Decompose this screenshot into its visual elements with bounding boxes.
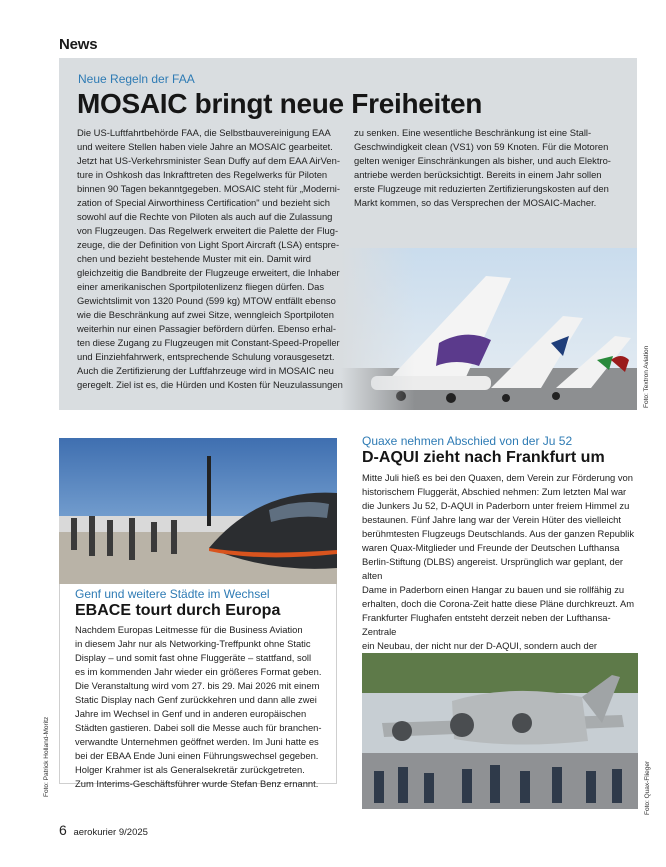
text-line: ten diese Zugang zu Flugzeugen mit Constant-Speed-Propeller — [77, 337, 340, 348]
article-column-1 — [77, 126, 343, 392]
business-jet-image — [59, 438, 337, 584]
text-line: wie die Beschränkung auf zwei Sitze, wenngleich Sportpiloten — [77, 309, 334, 320]
article-headline: EBACE tourt durch Europa — [75, 602, 281, 619]
text-line: Dame in Paderborn einen Hangar zu bauen und sie rollfähig zu — [362, 584, 625, 595]
text-line: Static Display nach Genf zurückkehren und dann alle zwei — [75, 694, 317, 705]
text-line: berühmtesten Flugzeugs Deutschlands. Aus der ganzen Republik — [362, 528, 635, 539]
text-line: Auch die Zertifizierung der Luftfahrzeuge wird in MOSAIC neu — [77, 365, 334, 376]
text-line: Jahre im Wechsel in Genf und in anderen europäischen — [75, 708, 307, 719]
text-line: in diesem Jahr nur als Networking-Treffpunkt ohne Static — [75, 638, 311, 649]
text-line: die Junkers Ju 52, D-AQUI in Paderborn unter freiem Himmel zu — [362, 500, 630, 511]
text-line: und weitere Stellen haben viele Jahre an MOSAIC gearbeitet. — [77, 141, 333, 152]
text-line: ture in Oshkosh das Inkrafttreten des Regelwerks für Piloten — [77, 169, 328, 180]
text-line: es im kommenden Jahr wieder ein größeres Format geben. — [75, 666, 322, 677]
article-kicker: Quaxe nehmen Abschied von der Ju 52 — [362, 434, 573, 448]
magazine-name: aerokurier — [73, 827, 117, 838]
text-line: Jetzt hat US-Verkehrsminister Sean Duffy auf dem EAA AirVen- — [77, 155, 340, 166]
text-line: sowohl auf die Rechte von Piloten als auch auf die Zulassung — [77, 211, 333, 222]
text-line: waren Quax-Mitglieder und Freunde der Deutschen Lufthansa — [362, 542, 620, 553]
text-line: einer amerikanischen Sportpilotenlizenz fliegen dürfen. Das — [77, 281, 325, 292]
aircraft-tails-image — [341, 248, 637, 410]
text-line: Frankfurter Flughafen entsteht derzeit neben der Lufthansa-Zentrale — [362, 612, 611, 637]
text-line: gleichzeitig die Bandbreite der Flugzeuge erweitert, die Inhaber — [77, 267, 340, 278]
page-number: 6 — [59, 822, 67, 838]
text-line: Die Veranstaltung wird vom 27. bis 29. Mai 2026 mit einem — [75, 680, 320, 691]
text-line: historischem Fluggerät, Abschied nehmen: Zum letzten Mal war — [362, 486, 627, 497]
text-line: binnen 90 Tagen bekanntgegeben. MOSAIC steht für „Moderni- — [77, 183, 341, 194]
text-line: Gewichtslimit von 1320 Pound (599 kg) MTOW entfällt ebenso — [77, 295, 336, 306]
text-line: zeuge, die der Definition von Light Sport Aircraft (LSA) entspre- — [77, 239, 340, 250]
text-line: geregelt. Ziel ist es, die Hürden und Kosten für Neuzulassungen — [77, 379, 343, 390]
ju52-photo — [362, 653, 638, 809]
text-line: Berlin-Stiftung (DLBS) angereist. Ursprünglich war geplant, der alten — [362, 556, 624, 581]
article-body — [362, 471, 636, 681]
text-line: zu senken. Eine wesentliche Beschränkung ist eine Stall- — [354, 127, 592, 138]
text-line: gelten weniger Einschränkungen als bisher, und auch Elektro- — [354, 155, 611, 166]
article-kicker: Genf und weitere Städte im Wechsel — [75, 587, 270, 601]
photo-credit: Foto: Textron Aviation — [643, 345, 650, 408]
text-line: und Einziehfahrwerk, entsprechende Schulung vorausgesetzt. — [77, 351, 335, 362]
text-line: Geschwindigkeit clean (VS1) von 59 Knoten. Für die Motoren — [354, 141, 609, 152]
text-line: verwandte Unternehmen geöffnet werden. Im Juni hatte es — [75, 736, 319, 747]
section-label: News — [59, 36, 98, 53]
article-body — [75, 623, 327, 791]
text-line: Markt kommen, so das Versprechen der MOSAIC-Macher. — [354, 197, 597, 208]
text-line: Holger Krahmer ist als Generalsekretär zurückgetreten. — [75, 764, 305, 775]
text-line: Zum Interims-Geschäftsführer wurde Stefan Benz ernannt. — [75, 778, 319, 789]
article-headline: MOSAIC bringt neue Freiheiten — [77, 88, 483, 119]
text-line: Display – und somit fast ohne Fluggeräte – stattfand, soll — [75, 652, 312, 663]
issue-number: 9/2025 — [118, 827, 148, 838]
text-line: erhalten, doch die Corona-Zeit hatte diese Pläne durchkreuzt. Am — [362, 598, 635, 609]
text-line: erste Flugzeuge mit reduzierten Zertifizierungskosten auf den — [354, 183, 609, 194]
photo-credit: Foto: Patrick Holland-Moritz — [43, 716, 50, 797]
text-line: Städten gastieren. Dabei soll die Messe auch für branchen- — [75, 722, 322, 733]
text-line: Mitte Juli hieß es bei den Quaxen, dem Verein zur Förderung von — [362, 472, 633, 483]
text-line: ein Neubau, der nicht nur der D-AQUI, sondern auch der — [362, 640, 598, 651]
text-line: von Flugzeugen. Das Regelwerk erweitert die Palette der Flug- — [77, 225, 339, 236]
text-line: bei der EBAA Ende Juni einen Führungswechsel gegeben. — [75, 750, 319, 761]
tails-photo — [341, 248, 637, 410]
article-column-2 — [354, 126, 620, 210]
page-footer — [59, 822, 148, 838]
top-article — [59, 58, 637, 410]
article-headline: D-AQUI zieht nach Frankfurt um — [362, 449, 605, 466]
text-line: chen und bezieht bestehende Muster mit ein. Damit wird — [77, 253, 311, 264]
ebace-photo — [59, 438, 337, 584]
ju52-aircraft-image — [362, 653, 638, 809]
text-line: Die US-Luftfahrtbehörde FAA, die Selbstbauvereinigung EAA — [77, 127, 331, 138]
ebace-article — [59, 584, 337, 789]
article-kicker: Neue Regeln der FAA — [78, 72, 195, 86]
text-line: Nachdem Europas Leitmesse für die Business Aviation — [75, 624, 303, 635]
text-line: zation of Special Airworthiness Certification" und bezieht sich — [77, 197, 330, 208]
photo-credit: Foto: Quax-Flieger — [644, 760, 651, 815]
text-line: antriebe werden berücksichtigt. Bereits in einem Jahr sollen — [354, 169, 602, 180]
text-line: bestaunen. Fünf Jahre lang war der Verein Hüter des vielleicht — [362, 514, 622, 525]
text-line: weiterhin nur einen Passagier befördern dürfen. Ebenso erhal- — [77, 323, 337, 334]
